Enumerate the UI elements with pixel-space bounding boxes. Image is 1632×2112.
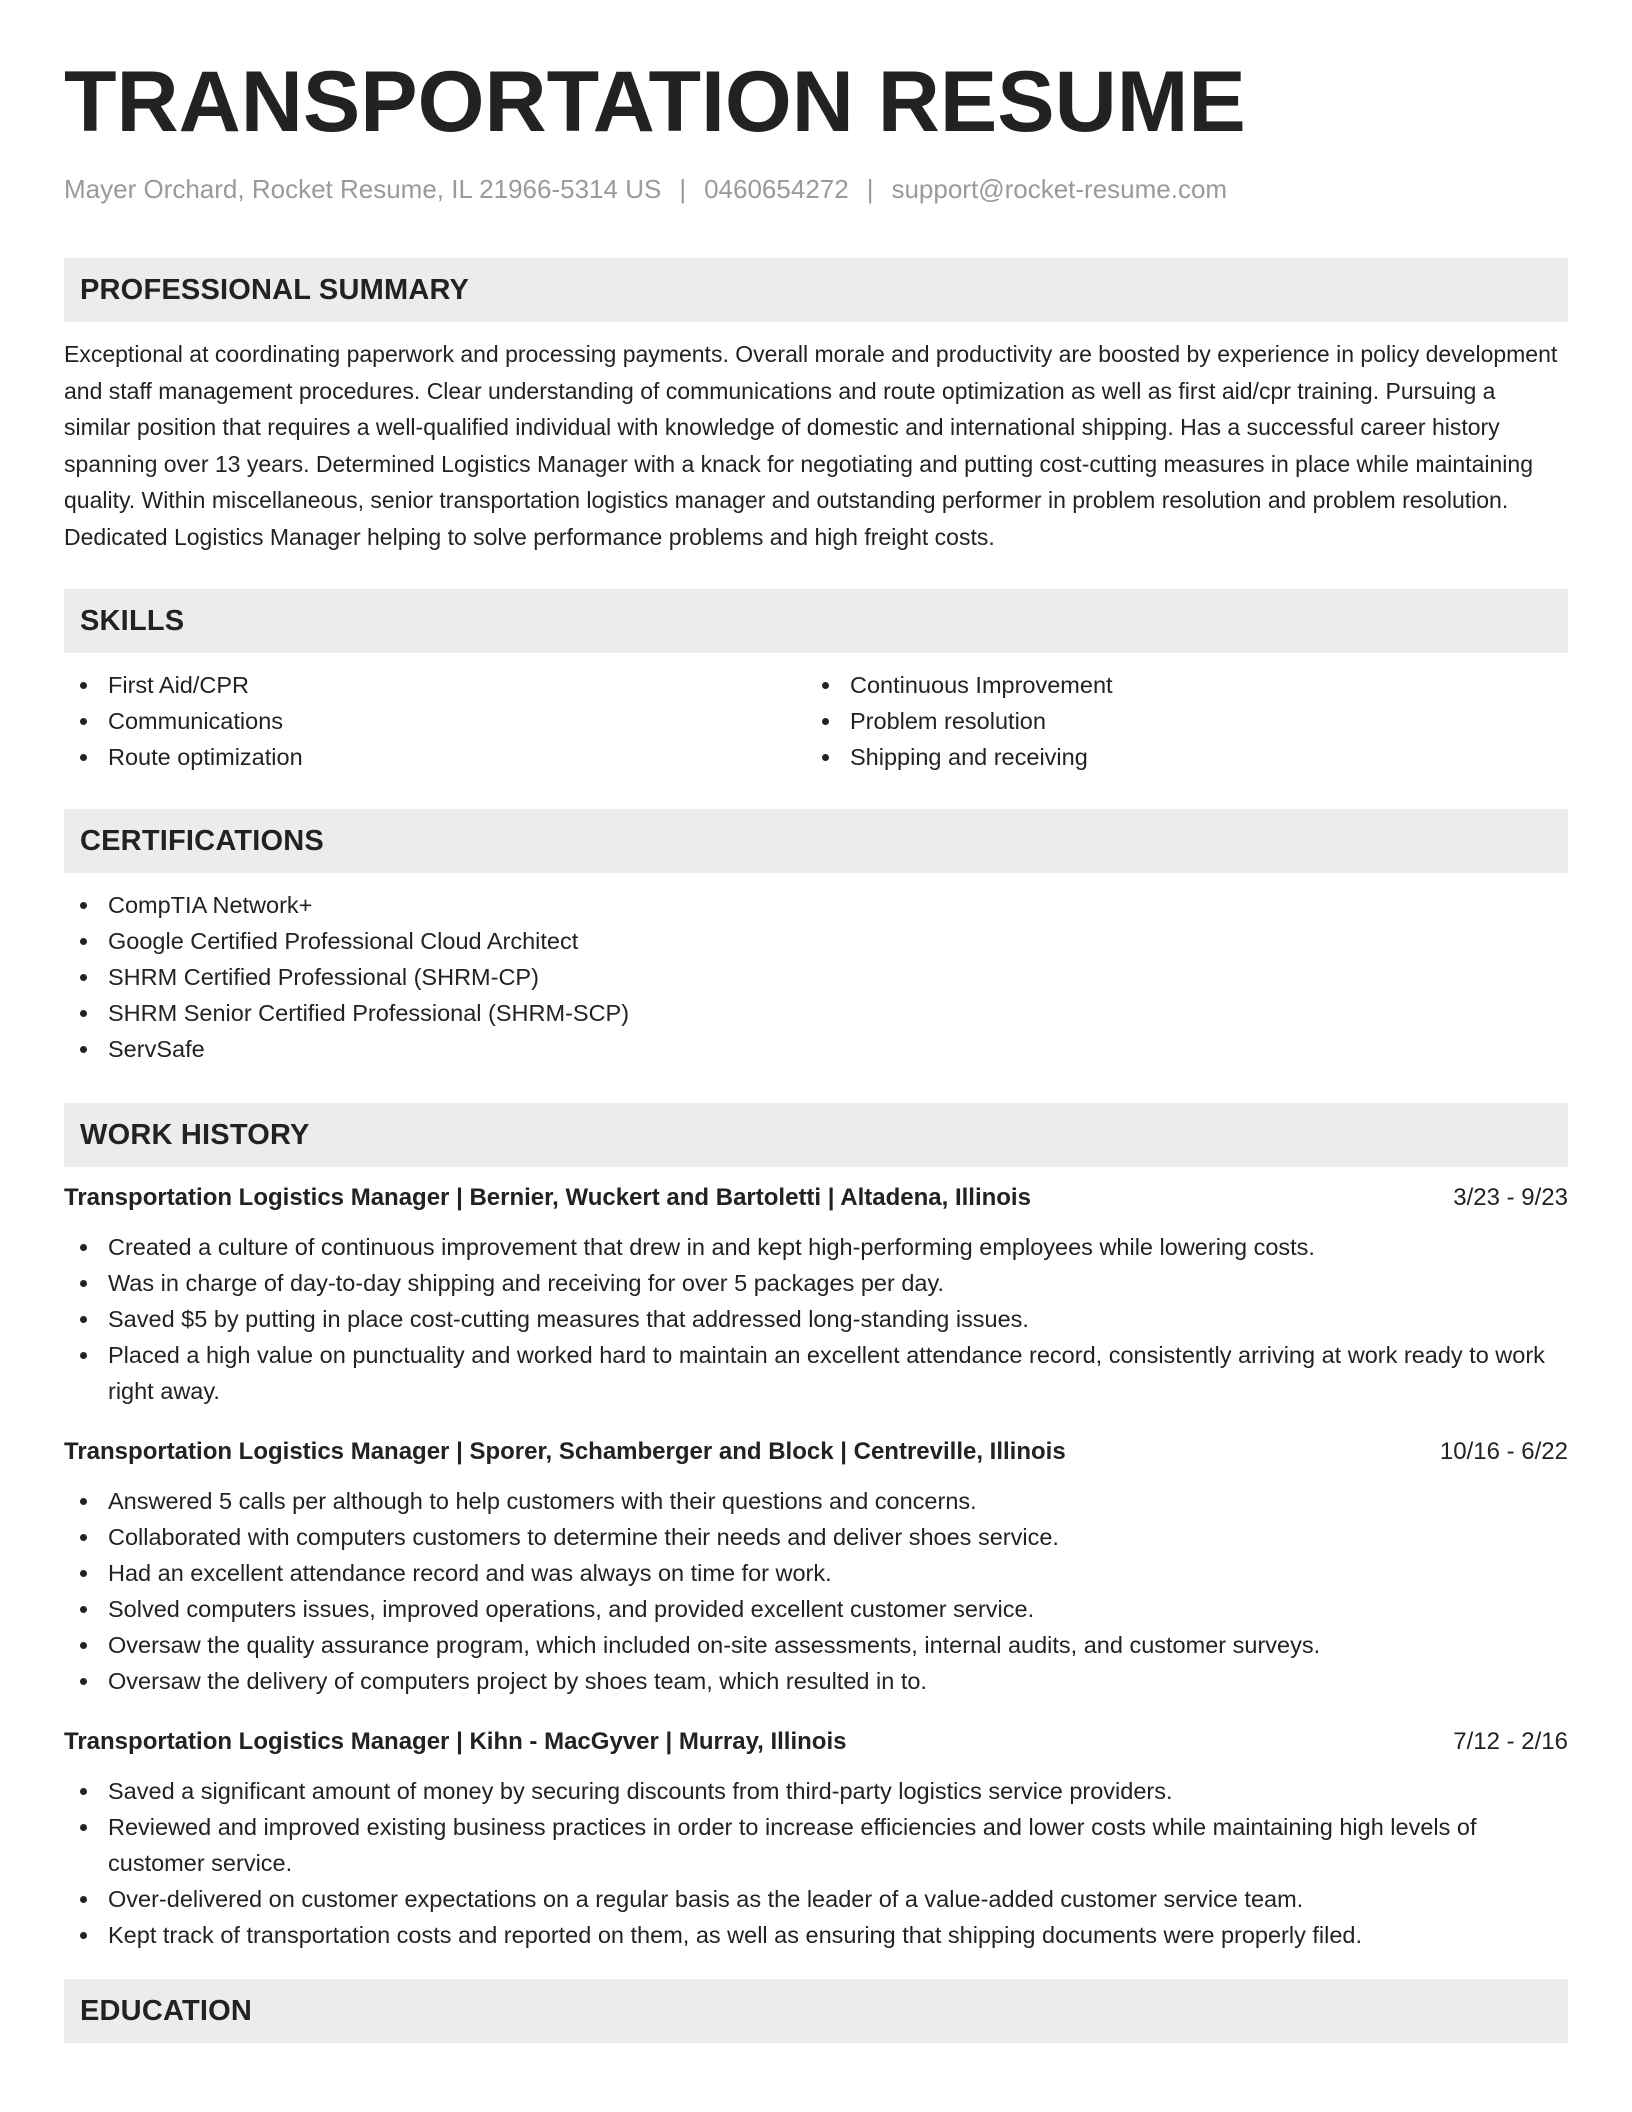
skill-item: First Aid/CPR xyxy=(64,667,806,703)
contact-separator: | xyxy=(679,174,687,204)
resume-title: TRANSPORTATION RESUME xyxy=(64,54,1246,150)
contact-address: Mayer Orchard, Rocket Resume, IL 21966-5314 US xyxy=(64,174,662,204)
job-bullet: Oversaw the delivery of computers project by shoes team, which resulted in to. xyxy=(64,1663,1568,1699)
skills-column-left xyxy=(64,667,806,775)
job-dates: 3/23 - 9/23 xyxy=(1453,1184,1568,1211)
job-title: Transportation Logistics Manager | Sporer, Schamberger and Block | Centreville, Illinois xyxy=(64,1438,1066,1465)
section-header-education: EDUCATION xyxy=(64,1979,1568,2043)
job-header xyxy=(64,1725,1568,1759)
skill-item: Problem resolution xyxy=(806,703,1568,739)
certification-item: SHRM Senior Certified Professional (SHRM-SCP) xyxy=(64,995,1568,1031)
skill-item: Communications xyxy=(64,703,806,739)
job-title: Transportation Logistics Manager | Kihn - MacGyver | Murray, Illinois xyxy=(64,1728,847,1755)
certification-item: SHRM Certified Professional (SHRM-CP) xyxy=(64,959,1568,995)
skill-item: Continuous Improvement xyxy=(806,667,1568,703)
section-header-summary: PROFESSIONAL SUMMARY xyxy=(64,258,1568,322)
certification-item: ServSafe xyxy=(64,1031,1568,1067)
job-bullet: Reviewed and improved existing business practices in order to increase efficiencies and lower costs while maintaining high levels of customer service. xyxy=(64,1809,1568,1881)
job-dates: 10/16 - 6/22 xyxy=(1439,1438,1568,1465)
job-entry xyxy=(64,1435,1568,1699)
certification-item: Google Certified Professional Cloud Architect xyxy=(64,923,1568,959)
contact-phone: 0460654272 xyxy=(704,174,849,204)
contact-email: support@rocket-resume.com xyxy=(891,174,1228,204)
job-bullet: Placed a high value on punctuality and worked hard to maintain an excellent attendance record, consistently arriving at work ready to work right away. xyxy=(64,1337,1568,1409)
skill-item: Shipping and receiving xyxy=(806,739,1568,775)
skills-list xyxy=(64,667,1568,775)
job-bullet: Solved computers issues, improved operations, and provided excellent customer service. xyxy=(64,1591,1568,1627)
job-header xyxy=(64,1435,1568,1469)
job-bullet: Oversaw the quality assurance program, which included on-site assessments, internal audits, and customer surveys. xyxy=(64,1627,1568,1663)
job-title: Transportation Logistics Manager | Bernier, Wuckert and Bartoletti | Altadena, Illinois xyxy=(64,1184,1031,1211)
job-entry xyxy=(64,1181,1568,1409)
job-bullet: Kept track of transportation costs and reported on them, as well as ensuring that shipping documents were properly filed. xyxy=(64,1917,1568,1953)
job-bullets xyxy=(64,1773,1568,1953)
job-entry xyxy=(64,1725,1568,1953)
summary-text: Exceptional at coordinating paperwork and processing payments. Overall morale and productivity are boosted by experience in policy development and staff management procedures. Clear understanding of communications and route optimization as well as first aid/cpr training. Pursuing a similar position that requires a well-qualified individual with knowledge of domestic and international shipping. Has a successful career history spanning over 13 years. Determined Logistics Manager with a knack for negotiating and putting cost-cutting measures in place while maintaining quality. Within miscellaneous, senior transportation logistics manager and outstanding performer in problem resolution and problem resolution. Dedicated Logistics Manager helping to solve performance problems and high freight costs. xyxy=(64,341,1558,550)
contact-separator: | xyxy=(866,174,874,204)
job-bullet: Collaborated with computers customers to determine their needs and deliver shoes service. xyxy=(64,1519,1568,1555)
contact-line xyxy=(64,172,1568,206)
skills-column-right xyxy=(806,667,1568,775)
certification-item: CompTIA Network+ xyxy=(64,887,1568,923)
job-bullet: Saved a significant amount of money by securing discounts from third-party logistics service providers. xyxy=(64,1773,1568,1809)
job-bullet: Created a culture of continuous improvement that drew in and kept high-performing employees while lowering costs. xyxy=(64,1229,1568,1265)
job-bullet: Had an excellent attendance record and was always on time for work. xyxy=(64,1555,1568,1591)
skill-item: Route optimization xyxy=(64,739,806,775)
job-bullets xyxy=(64,1229,1568,1409)
job-dates: 7/12 - 2/16 xyxy=(1453,1728,1568,1755)
job-bullet: Saved $5 by putting in place cost-cutting measures that addressed long-standing issues. xyxy=(64,1301,1568,1337)
job-bullet: Answered 5 calls per although to help customers with their questions and concerns. xyxy=(64,1483,1568,1519)
job-bullet: Was in charge of day-to-day shipping and receiving for over 5 packages per day. xyxy=(64,1265,1568,1301)
certifications-list xyxy=(64,887,1568,1067)
section-header-skills: SKILLS xyxy=(64,589,1568,653)
job-bullets xyxy=(64,1483,1568,1699)
section-header-work-history: WORK HISTORY xyxy=(64,1103,1568,1167)
job-bullet: Over-delivered on customer expectations on a regular basis as the leader of a value-added customer service team. xyxy=(64,1881,1568,1917)
job-header xyxy=(64,1181,1568,1215)
section-header-certifications: CERTIFICATIONS xyxy=(64,809,1568,873)
